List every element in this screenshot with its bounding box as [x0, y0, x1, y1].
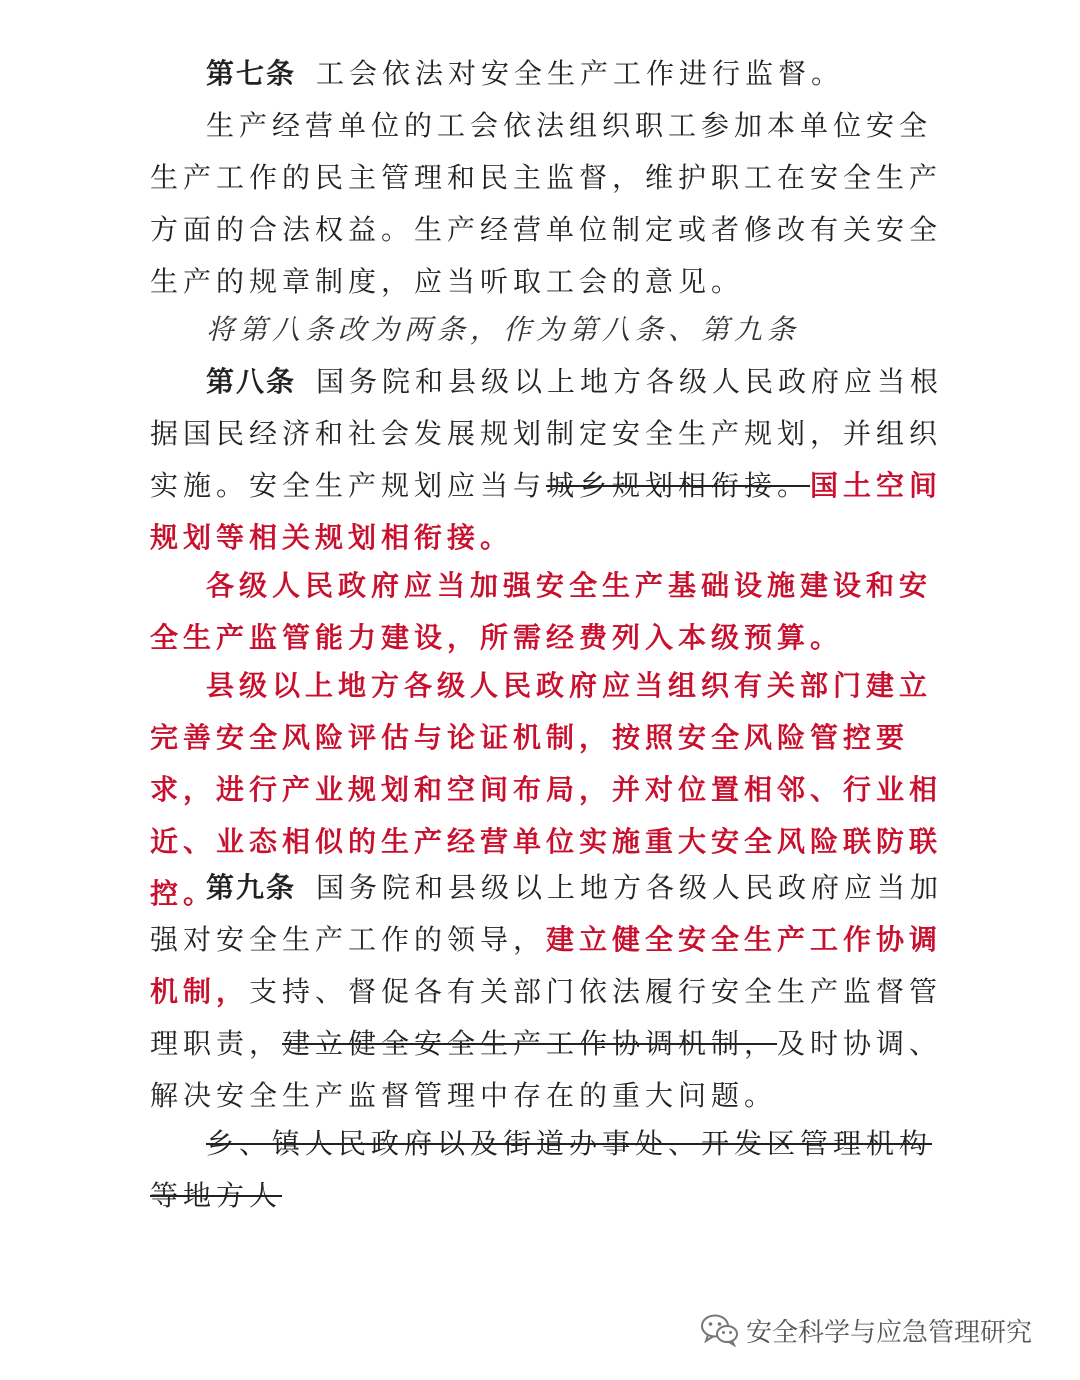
- article-9-label: 第九条: [206, 871, 297, 904]
- article-8-text: 国务院和县级以上地方各级人民政府应当根据国民经济和社会发展规划制定安全生产规划，并组织实施。安全生产规划应当与: [150, 365, 944, 502]
- article-8-paragraph-2: 各级人民政府应当加强安全生产基础设施建设和安全生产监管能力建设，所需经费列入本级预算。: [150, 569, 933, 654]
- article-9-text-2: 支持、督促各有关部门依法履行安全生产监督管理职责，: [150, 975, 943, 1060]
- article-7-label: 第七条: [206, 57, 297, 90]
- article-7-heading: [150, 48, 950, 100]
- article-9-text-3: 及时协调、解决安全生产监督管理中存在的重大问题。: [150, 1027, 943, 1112]
- article-8-paragraph-3: 县级以上地方各级人民政府应当组织有关部门建立完善安全风险评估与论证机制，按照安全风险管控要求，进行产业规划和空间布局，并对位置相邻、行业相近、业态相似的生产经营单位实施重大安全风险联防联控。: [150, 669, 943, 910]
- article-9-added-text: 建立健全安全生产工作协调机制，: [150, 923, 943, 1008]
- watermark-text: 安全科学与应急管理研究: [746, 1317, 1033, 1348]
- article-8-deleted-text: 城乡规划相衔接。: [546, 469, 811, 502]
- article-9-deleted-text: 建立健全安全生产工作协调机制，: [282, 1027, 778, 1060]
- watermark: [700, 1308, 1032, 1352]
- article-8-paragraph-1: [150, 356, 950, 564]
- article-7-heading-text: 工会依法对安全生产工作进行监督。: [316, 57, 845, 90]
- amendment-note: 将第八条改为两条，作为第八条、第九条: [206, 313, 801, 346]
- article-8-label: 第八条: [206, 365, 297, 398]
- article-7-paragraph: 生产经营单位的工会依法组织职工参加本单位安全生产工作的民主管理和民主监督，维护职工在安全生产方面的合法权益。生产经营单位制定或者修改有关安全生产的规章制度，应当听取工会的意见。: [150, 109, 943, 298]
- article-9-text-1: 国务院和县级以上地方各级人民政府应当加强对安全生产工作的领导，: [150, 871, 944, 956]
- article-9-deleted-paragraph: 乡、镇人民政府以及街道办事处、开发区管理机构等地方人: [150, 1127, 933, 1212]
- wechat-icon: [700, 1313, 740, 1347]
- article-8-added-text: 国土空间规划等相关规划相衔接。: [150, 469, 943, 554]
- article-9-paragraph-1: [150, 862, 950, 1122]
